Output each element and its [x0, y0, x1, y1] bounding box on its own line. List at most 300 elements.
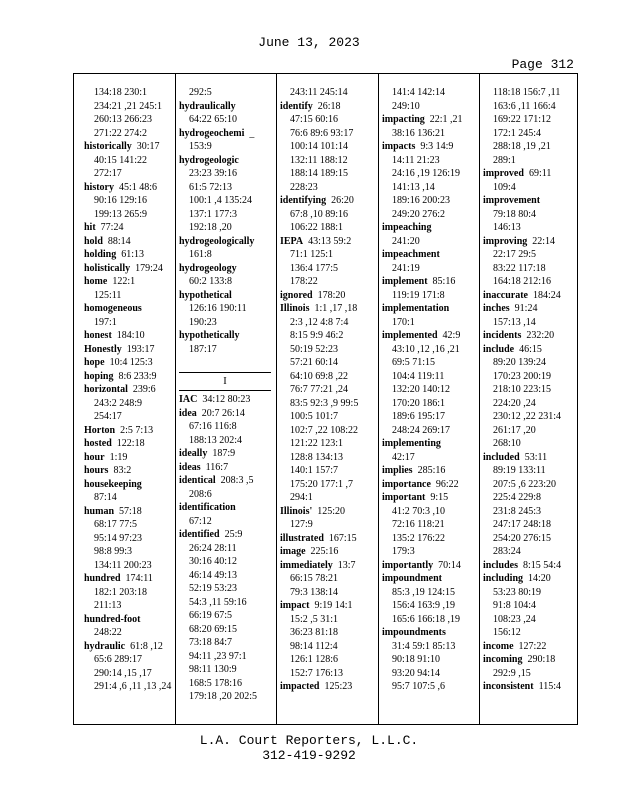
- index-citations: 2:5 7:13: [120, 424, 154, 436]
- index-headword: Illinois': [280, 505, 313, 517]
- index-headword: housekeeping: [84, 478, 142, 490]
- citation-line: 170:20 186:1: [392, 397, 446, 409]
- index-entry: [382, 572, 474, 586]
- citation-line: 87:14: [94, 492, 117, 503]
- index-headword: impoundments: [382, 627, 446, 638]
- citation-line: 161:8: [189, 249, 212, 260]
- index-citations: 290:18: [527, 654, 556, 665]
- index-headword: impacts: [382, 141, 416, 152]
- page-date: June 13, 2023: [258, 35, 360, 50]
- index-entry: [483, 559, 571, 573]
- index-headword: identify: [280, 100, 313, 112]
- index-headword: identified: [179, 529, 220, 540]
- index-citations: 70:14: [438, 559, 461, 571]
- citation-line: 90:16 129:16: [94, 195, 148, 206]
- citation-line: 170:23 200:19: [493, 370, 552, 382]
- index-entry: [483, 451, 571, 465]
- index-entry: [84, 343, 174, 357]
- index-entry: [179, 329, 271, 343]
- index-entry: [483, 329, 571, 343]
- index-citations: 1:19: [109, 451, 128, 463]
- citation-line: 69:5 71:15: [392, 357, 436, 368]
- index-entry: [84, 248, 174, 262]
- citation-line: 46:14 49:13: [189, 569, 238, 581]
- index-entry: [84, 262, 174, 276]
- citation-line: 65:6 289:17: [94, 654, 143, 665]
- index-headword: incidents: [483, 330, 522, 341]
- index-entry: [483, 289, 571, 303]
- index-entry: [84, 181, 174, 195]
- index-citations: 239:6: [132, 384, 156, 395]
- index-entry: [280, 505, 373, 519]
- citation-line: 218:10 223:15: [493, 384, 552, 395]
- index-headword: holding: [84, 249, 117, 260]
- index-headword: Horton: [84, 424, 116, 436]
- citation-line: 67:16 116:8: [189, 421, 237, 432]
- index-citations: 184:10: [116, 330, 145, 341]
- index-citations: 57:18: [119, 505, 142, 517]
- index-headword: horizontal: [84, 384, 128, 395]
- citation-line: 72:16 118:21: [392, 519, 445, 530]
- citation-line: 178:22: [290, 276, 318, 287]
- index-entry: [382, 329, 474, 343]
- citation-line: 127:9: [290, 519, 313, 530]
- citation-line: 211:13: [94, 600, 122, 611]
- citation-line: 243:2 248:9: [94, 397, 143, 409]
- index-entry: [84, 437, 174, 451]
- citation-line: 89:20 139:24: [493, 357, 547, 368]
- citation-line: 135:2 176:22: [392, 532, 446, 544]
- citation-line: 132:11 188:12: [290, 154, 348, 166]
- index-citations: 232:20: [526, 330, 555, 341]
- citation-line: 95:14 97:23: [94, 532, 143, 544]
- index-headword: home: [84, 276, 108, 287]
- citation-line: 126:16 190:11: [189, 303, 247, 314]
- citation-line: 146:13: [493, 222, 521, 233]
- index-headword: impacted: [280, 681, 320, 692]
- index-headword: hypothetical: [179, 289, 232, 301]
- citation-line: 79:3 138:14: [290, 586, 339, 598]
- index-entry: [84, 424, 174, 438]
- citation-line: 199:13 265:9: [94, 208, 148, 220]
- index-entry: [84, 505, 174, 519]
- index-headword: Illinois: [280, 303, 310, 314]
- citation-line: 153:9: [189, 141, 212, 152]
- index-entry: [483, 680, 571, 694]
- blank-line: [179, 356, 271, 370]
- index-citations: 96:22: [435, 478, 459, 490]
- citation-line: 188:13 202:4: [189, 434, 243, 446]
- citation-line: 76:7 77:21 ,24: [290, 384, 349, 395]
- index-entry: [179, 393, 271, 407]
- index-headword: identification: [179, 502, 236, 513]
- citation-line: 260:13 266:23: [94, 114, 153, 125]
- index-entry: [84, 221, 174, 235]
- citation-line: 234:21 ,21 245:1: [94, 100, 163, 112]
- citation-line: 104:4 119:11: [392, 370, 445, 382]
- index-entry: [84, 451, 174, 465]
- citation-line: 197:1: [94, 316, 117, 328]
- page-footer: [0, 733, 618, 763]
- index-headword: inconsistent: [483, 681, 534, 692]
- citation-line: 175:20 177:1 ,7: [290, 478, 354, 490]
- index-citations: 10:4 125:3: [109, 357, 153, 368]
- index-headword: immediately: [280, 559, 333, 571]
- citation-line: 156:4 163:9 ,19: [392, 600, 456, 611]
- citation-line: 136:4 177:5: [290, 262, 339, 274]
- citation-line: 163:6 ,11 166:4: [493, 100, 556, 112]
- index-entry: [179, 528, 271, 542]
- citation-line: 100:1 ,4 135:24: [189, 195, 253, 206]
- index-citations: 184:24: [533, 289, 561, 301]
- citation-line: 68:20 69:15: [189, 623, 238, 635]
- citation-line: 26:24 28:11: [189, 542, 237, 554]
- citation-line: 53:23 80:19: [493, 586, 542, 598]
- index-headword: improvement: [483, 195, 541, 206]
- citation-line: 268:10: [493, 438, 521, 449]
- citation-line: 40:15 141:22: [94, 154, 148, 166]
- index-headword: ignored: [280, 289, 313, 301]
- index-citations: 125:23: [324, 681, 353, 692]
- citation-line: 15:2 ,5 31:1: [290, 613, 339, 625]
- index-citations: 42:9: [442, 330, 461, 341]
- footer-phone: 312-419-9292: [262, 748, 356, 763]
- index-entry: [280, 532, 373, 546]
- citation-line: 98:14 112:4: [290, 640, 338, 652]
- index-citations: 26:18: [317, 100, 341, 112]
- index-headword: hold: [84, 235, 103, 247]
- citation-line: 261:17 ,20: [493, 424, 536, 436]
- citation-line: 271:22 274:2: [94, 127, 148, 139]
- index-entry: [179, 235, 271, 249]
- index-citations: 193:17: [126, 343, 155, 355]
- citation-line: 137:1 177:3: [189, 208, 238, 220]
- citation-line: 125:11: [94, 289, 122, 301]
- citation-line: 170:1: [392, 316, 415, 328]
- citation-line: 68:17 77:5: [94, 519, 138, 530]
- index-citations: 22:1 ,21: [429, 114, 463, 125]
- index-column-3: [280, 86, 373, 694]
- citation-line: 126:1 128:6: [290, 654, 339, 665]
- citation-line: 98:8 99:3: [94, 546, 133, 557]
- citation-line: 224:20 ,24: [493, 397, 536, 409]
- index-entry: [84, 302, 174, 316]
- citation-line: 132:20 140:12: [392, 384, 451, 395]
- citation-line: 73:18 84:7: [189, 637, 233, 648]
- index-entry: [84, 356, 174, 370]
- index-headword: improved: [483, 168, 524, 179]
- index-citations: 88:14: [107, 235, 131, 247]
- index-citations: 187:9: [212, 448, 236, 459]
- citation-line: 231:8 245:3: [493, 505, 542, 517]
- index-entry: [382, 491, 474, 505]
- citation-line: 241:19: [392, 262, 420, 274]
- index-entry: [179, 501, 271, 515]
- citation-line: 61:5 72:13: [189, 181, 233, 193]
- citation-line: 283:24: [493, 546, 521, 557]
- index-entry: [382, 302, 474, 316]
- index-entry: [84, 478, 174, 492]
- index-entry: [179, 461, 271, 475]
- citation-line: 169:22 171:12: [493, 114, 552, 125]
- index-entry: [382, 559, 474, 573]
- index-entry: [84, 329, 174, 343]
- citation-line: 121:22 123:1: [290, 438, 344, 449]
- index-entry: [84, 613, 174, 627]
- citation-line: 254:17: [94, 411, 122, 422]
- index-entry: [280, 302, 373, 316]
- index-citations: 122:18: [116, 438, 145, 449]
- index-headword: implies: [382, 465, 413, 476]
- citation-line: 165:6 166:18 ,19: [392, 613, 461, 625]
- index-headword: hundred-foot: [84, 613, 141, 625]
- index-citations: 1:1 ,17 ,18: [314, 303, 358, 314]
- index-headword: identifying: [280, 195, 327, 206]
- index-headword: impeaching: [382, 222, 432, 233]
- index-headword: incoming: [483, 654, 523, 665]
- index-citations: 115:4: [538, 681, 561, 692]
- index-citations: 20:7 26:14: [201, 407, 245, 419]
- page-number: Page 312: [511, 57, 574, 72]
- citation-line: 292:9 ,15: [493, 667, 531, 679]
- citation-line: 64:22 65:10: [189, 114, 238, 125]
- citation-line: 134:18 230:1: [94, 87, 148, 98]
- citation-line: 30:16 40:12: [189, 556, 238, 567]
- index-column-1: [84, 86, 174, 694]
- citation-line: 249:20 276:2: [392, 208, 446, 220]
- index-entry: [280, 599, 373, 613]
- index-headword: IEPA: [280, 235, 304, 247]
- index-citations: 125:20: [317, 505, 346, 517]
- citation-line: 272:17: [94, 168, 122, 179]
- index-headword: impeachment: [382, 249, 440, 260]
- index-headword: implement: [382, 276, 428, 287]
- index-headword: IAC: [179, 394, 198, 405]
- index-headword: importantly: [382, 559, 434, 571]
- citation-line: 98:11 130:9: [189, 664, 237, 675]
- citation-line: 249:10: [392, 100, 420, 112]
- index-citations: 225:16: [310, 546, 339, 557]
- citation-line: 247:17 248:18: [493, 519, 552, 530]
- index-citations: 8:6 233:9: [118, 370, 157, 382]
- index-headword: idea: [179, 407, 197, 419]
- citation-line: 54:3 ,11 59:16: [189, 596, 247, 608]
- index-headword: implementation: [382, 303, 450, 314]
- citation-line: 168:5 178:16: [189, 677, 243, 689]
- index-headword: hydraulic: [84, 640, 126, 652]
- index-headword: honest: [84, 330, 112, 341]
- citation-line: 64:10 69:8 ,22: [290, 370, 349, 382]
- index-entry: [84, 140, 174, 154]
- index-entry: [483, 194, 571, 208]
- citation-line: 128:8 134:13: [290, 451, 344, 463]
- index-entry: [179, 154, 271, 168]
- index-entry: [483, 572, 571, 586]
- word-index-frame: [73, 73, 578, 725]
- citation-line: 192:18 ,20: [189, 222, 232, 233]
- index-citations: 53:11: [524, 451, 548, 463]
- index-headword: implementing: [382, 438, 441, 449]
- index-headword: ideally: [179, 448, 208, 459]
- citation-line: 31:4 59:1 85:13: [392, 640, 456, 652]
- index-entry: [280, 289, 373, 303]
- citation-line: 118:18 156:7 ,11: [493, 87, 561, 98]
- index-headword: impacting: [382, 114, 425, 125]
- citation-line: 100:14 101:14: [290, 141, 349, 152]
- citation-line: 156:12: [493, 627, 521, 638]
- citation-line: 228:23: [290, 181, 318, 193]
- index-headword: historically: [84, 141, 132, 152]
- index-entry: [84, 464, 174, 478]
- index-citations: 85:16: [432, 276, 456, 287]
- citation-line: 2:3 ,12 4:8 7:4: [290, 316, 349, 328]
- citation-line: 134:11 200:23: [94, 559, 152, 571]
- citation-line: 172:1 245:4: [493, 127, 542, 139]
- index-citations: 9:3 14:9: [420, 141, 454, 152]
- index-entry: [84, 275, 174, 289]
- citation-line: 230:12 ,22 231:4: [493, 411, 562, 422]
- index-citations: 46:15: [519, 343, 542, 355]
- index-entry: [483, 653, 571, 667]
- index-headword: hosted: [84, 438, 112, 449]
- index-entry: [280, 680, 373, 694]
- index-citations: 77:24: [100, 222, 124, 233]
- citation-line: 85:3 ,19 124:15: [392, 586, 456, 598]
- citation-line: 294:1: [290, 492, 313, 503]
- index-entry: [179, 407, 271, 421]
- index-citations: 69:11: [528, 168, 552, 179]
- index-headword: ideas: [179, 461, 201, 473]
- index-entry: [382, 248, 474, 262]
- citation-line: 140:1 157:7: [290, 465, 339, 476]
- citation-line: 179:18 ,20 202:5: [189, 691, 258, 702]
- index-headword: hoping: [84, 370, 114, 382]
- index-entry: [382, 464, 474, 478]
- section-letter: I: [223, 375, 227, 387]
- citation-line: 254:20 276:15: [493, 532, 552, 544]
- citation-line: 71:1 125:1: [290, 249, 334, 260]
- index-citations: 179:24: [135, 262, 163, 274]
- index-entry: [382, 626, 474, 640]
- index-headword: implemented: [382, 330, 438, 341]
- citation-line: 66:19 67:5: [189, 610, 233, 621]
- index-entry: [179, 127, 271, 141]
- citation-line: 208:6: [189, 488, 212, 500]
- citation-line: 60:2 133:8: [189, 276, 233, 287]
- index-headword: history: [84, 181, 114, 193]
- citation-line: 188:14 189:15: [290, 168, 349, 179]
- citation-line: 109:4: [493, 181, 516, 193]
- index-citations: 9:19 14:1: [314, 600, 353, 611]
- index-headword: holistically: [84, 262, 131, 274]
- section-divider: [179, 372, 271, 373]
- citation-line: 288:18 ,19 ,21: [493, 141, 551, 152]
- citation-line: 24:16 ,19 126:19: [392, 168, 461, 179]
- citation-line: 42:17: [392, 451, 415, 463]
- citation-line: 290:14 ,15 ,17: [94, 667, 152, 679]
- citation-line: 207:5 ,6 223:20: [493, 478, 557, 490]
- citation-line: 292:5: [189, 87, 212, 98]
- citation-line: 38:16 136:21: [392, 127, 446, 139]
- index-entry: [382, 140, 474, 154]
- index-citations: 13:7: [337, 559, 356, 571]
- index-entry: [179, 289, 271, 303]
- index-citations: 122:1: [112, 276, 136, 287]
- index-citations: 34:12 80:23: [202, 394, 251, 405]
- index-entry: [84, 235, 174, 249]
- index-entry: [382, 478, 474, 492]
- index-column-4: [382, 86, 474, 694]
- index-entry: [483, 167, 571, 181]
- index-entry: [84, 572, 174, 586]
- index-entry: [84, 370, 174, 384]
- index-entry: [280, 235, 373, 249]
- index-column-2: [179, 86, 271, 704]
- index-headword: hydrogeologic: [179, 154, 239, 166]
- index-headword: human: [84, 505, 115, 517]
- citation-line: 157:13 ,14: [493, 316, 536, 328]
- index-headword: hydrogeochemi: [179, 127, 245, 139]
- index-entry: [483, 235, 571, 249]
- index-headword: hope: [84, 357, 105, 368]
- citation-line: 291:4 ,6 ,11 ,13 ,24: [94, 681, 172, 692]
- citation-line: 57:21 60:14: [290, 357, 339, 368]
- index-citations: _: [249, 127, 255, 139]
- index-headword: hydrogeology: [179, 262, 237, 274]
- index-citations: 127:22: [518, 640, 547, 652]
- citation-line: 89:19 133:11: [493, 465, 546, 476]
- index-entry: [483, 640, 571, 654]
- citation-line: 241:20: [392, 235, 420, 247]
- index-entry: [179, 100, 271, 114]
- citation-line: 8:15 9:9 46:2: [290, 330, 344, 341]
- citation-line: 225:4 229:8: [493, 492, 542, 503]
- citation-line: 102:7 ,22 108:22: [290, 424, 359, 436]
- index-entry: [280, 100, 373, 114]
- index-citations: 9:15: [430, 492, 449, 503]
- index-entry: [382, 113, 474, 127]
- citation-line: 189:6 195:17: [392, 411, 446, 422]
- citation-line: 76:6 89:6 93:17: [290, 127, 354, 139]
- index-citations: 30:17: [136, 141, 160, 152]
- index-headword: homogeneous: [84, 303, 142, 314]
- index-citations: 61:13: [121, 249, 145, 260]
- index-headword: importance: [382, 478, 431, 490]
- citation-line: 164:18 212:16: [493, 276, 552, 287]
- citation-line: 248:22: [94, 627, 122, 638]
- citation-line: 67:12: [189, 515, 212, 527]
- index-headword: hydraulically: [179, 100, 236, 112]
- index-headword: including: [483, 573, 524, 584]
- index-headword: hundred: [84, 573, 121, 584]
- citation-line: 66:15 78:21: [290, 573, 339, 584]
- index-citations: 208:3 ,5: [220, 475, 254, 486]
- index-entry: [483, 343, 571, 357]
- citation-line: 119:19 171:8: [392, 289, 445, 301]
- index-headword: important: [382, 492, 426, 503]
- index-citations: 167:15: [328, 532, 357, 544]
- citation-line: 152:7 176:13: [290, 667, 344, 679]
- index-citations: 8:15 54:4: [523, 559, 562, 571]
- citation-line: 14:11 21:23: [392, 154, 440, 166]
- index-entry: [280, 559, 373, 573]
- section-divider: [179, 390, 271, 391]
- index-entry: [179, 474, 271, 488]
- index-citations: 26:20: [331, 195, 354, 206]
- index-headword: impoundment: [382, 573, 443, 584]
- index-headword: illustrated: [280, 532, 324, 544]
- citation-line: 190:23: [189, 316, 217, 328]
